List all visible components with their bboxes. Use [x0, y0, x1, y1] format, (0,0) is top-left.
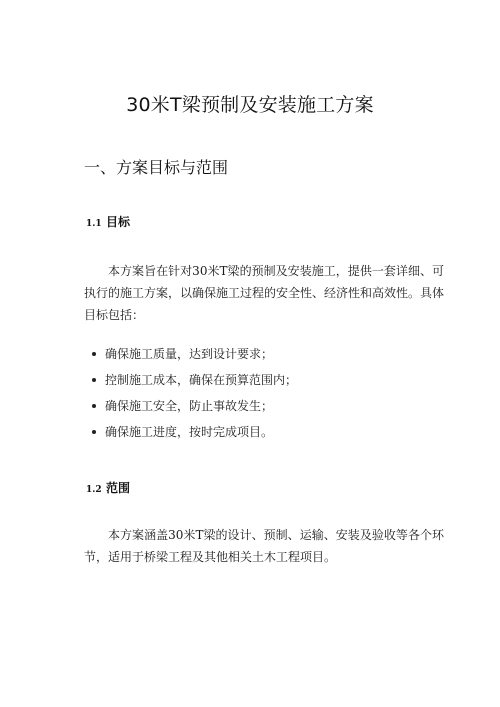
- subsection-title: 范围: [106, 481, 131, 495]
- bullet-icon: [92, 352, 96, 356]
- scope-paragraph: 本方案涵盖30米T梁的设计、预制、运输、安装及验收等各个环节，适用于桥梁工程及其他相关土木工程项目。: [84, 528, 444, 564]
- list-item: 确保施工质量，达到设计要求；: [92, 341, 297, 367]
- list-item: 确保施工安全，防止事故发生；: [92, 393, 297, 419]
- list-item: 确保施工进度，按时完成项目。: [92, 419, 297, 445]
- bullet-icon: [92, 378, 96, 382]
- subsection-title: 目标: [106, 215, 131, 229]
- section-heading: 一、方案目标与范围: [84, 158, 229, 177]
- subsection-heading-scope: [86, 479, 130, 499]
- goal-list: [92, 341, 297, 445]
- subsection-heading-goal: [86, 213, 130, 233]
- subsection-number: 1.1: [86, 219, 102, 229]
- list-item: 控制施工成本，确保在预算范围内；: [92, 367, 297, 393]
- document-title: 30米T梁预制及安装施工方案: [126, 94, 374, 116]
- bullet-icon: [92, 430, 96, 434]
- goal-paragraph: 本方案旨在针对30米T梁的预制及安装施工，提供一套详细、可执行的施工方案，以确保施工过程的安全性、经济性和高效性。具体目标包括：: [84, 264, 445, 322]
- bullet-icon: [92, 404, 96, 408]
- subsection-number: 1.2: [86, 485, 102, 495]
